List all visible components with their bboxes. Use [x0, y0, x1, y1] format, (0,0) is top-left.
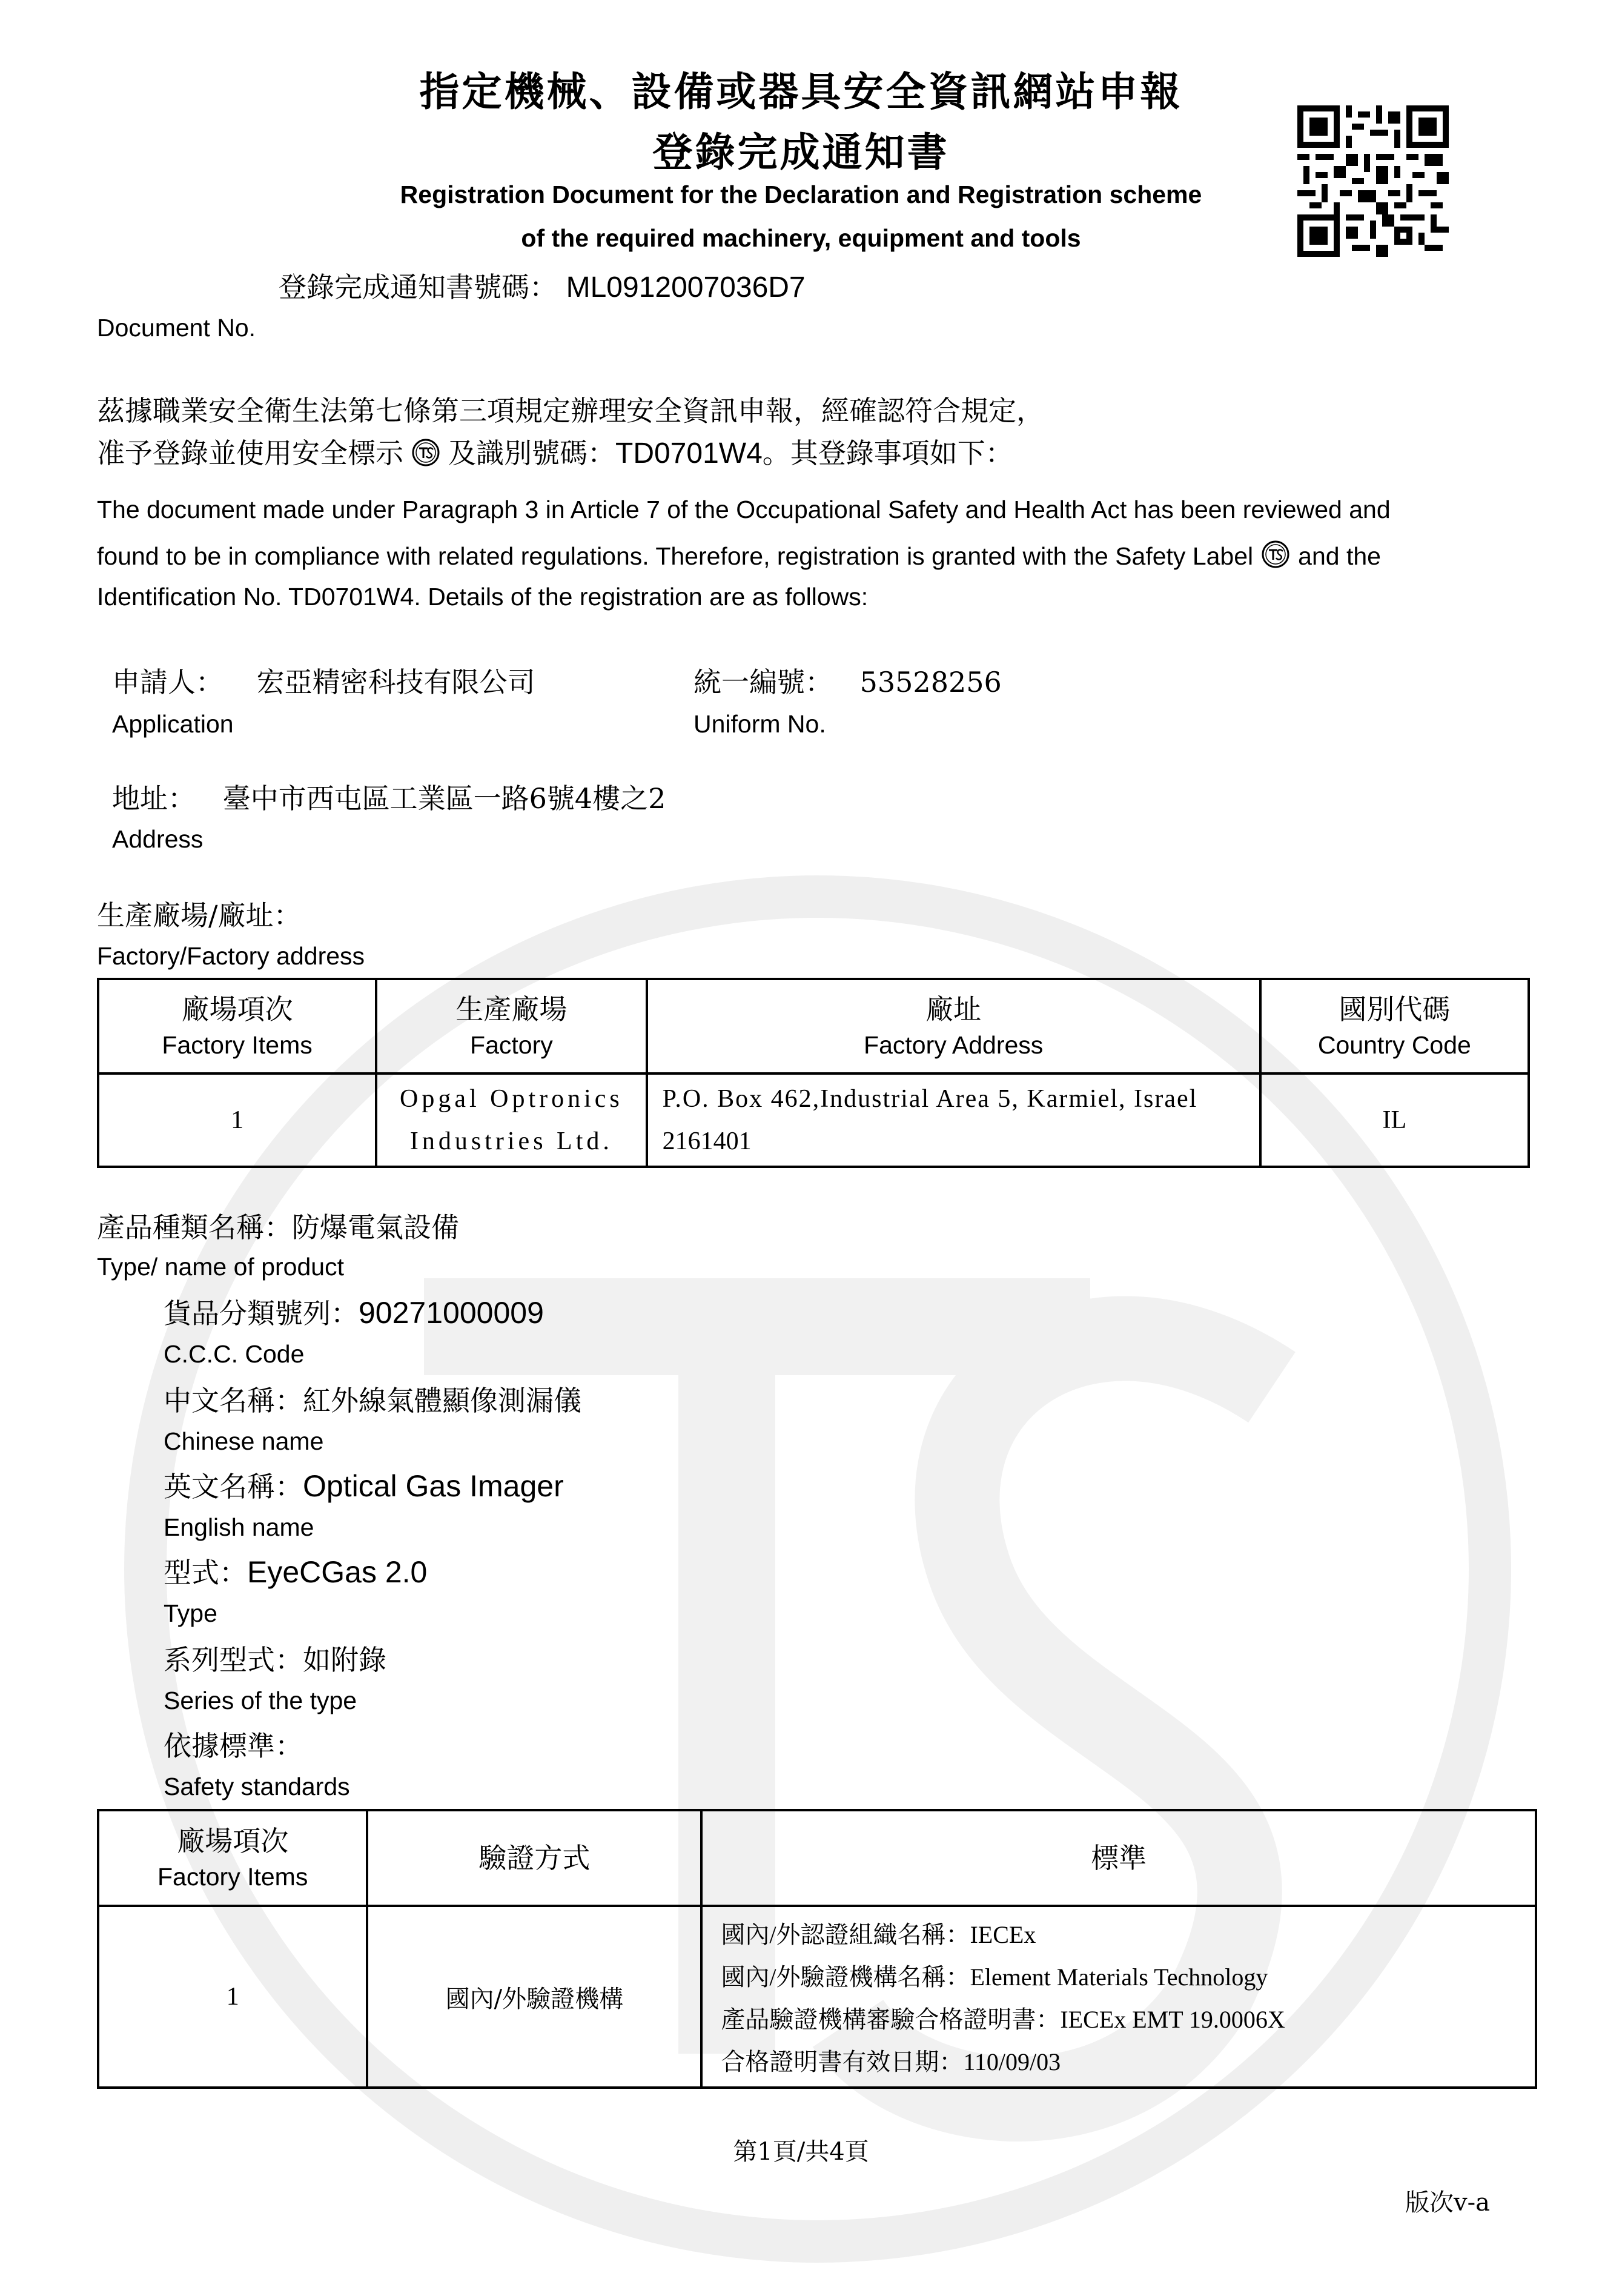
statement-zh-part-a: 准予登錄並使用安全標示 — [97, 437, 403, 469]
document-no-row — [279, 265, 806, 305]
ccc-label: 貨品分類號列： — [164, 1297, 359, 1330]
standards-header-item: 廠場項次 Factory Items — [98, 1810, 367, 1906]
table-row — [98, 1073, 1529, 1167]
uniform-no-label-en: Uniform No. — [693, 710, 826, 738]
factory-header-factory: 生產廠場 Factory — [376, 979, 646, 1073]
factory-name-line1: Opgal Optronics — [399, 1085, 623, 1113]
statement-en-line2 — [97, 539, 1381, 571]
series: 系列型式：如附錄 — [164, 1644, 386, 1676]
version-label: 版次v-a — [1405, 2189, 1490, 2217]
factory-table-header — [98, 979, 1529, 1073]
model-value: EyeCGas 2.0 — [247, 1555, 428, 1589]
applicant-label-en: Application — [112, 710, 234, 738]
english-name-label-en: English name — [164, 1513, 314, 1541]
factory-section-label-en: Factory/Factory address — [97, 942, 365, 970]
ccc-label-en: C.C.C. Code — [164, 1340, 305, 1368]
statement-en-line1: The document made under Paragraph 3 in Article 7 of the Occupational Safety and Health Act has been reviewed and — [97, 496, 1391, 523]
standards-detail-cell — [701, 1906, 1536, 2088]
factory-name-line2: Industries Ltd. — [409, 1127, 613, 1155]
applicant-label: 申請人： — [112, 666, 223, 698]
chinese-name-label-en: Chinese name — [164, 1427, 324, 1455]
factory-country-cell: IL — [1260, 1073, 1529, 1167]
factory-section-label: 生產廠場/廠址： — [97, 899, 302, 932]
english-name-label: 英文名稱： — [164, 1470, 303, 1503]
factory-address-cell — [647, 1073, 1260, 1167]
statement-en-part-b: and the — [1298, 542, 1381, 570]
uniform-no-label: 統一編號： — [693, 666, 833, 698]
product-type-en: Type/ name of product — [97, 1253, 344, 1281]
ccc-row — [164, 1292, 544, 1332]
statement-zh-line2 — [97, 431, 1013, 471]
factory-header-item: 廠場項次 Factory Items — [98, 979, 376, 1073]
statement-en-line3: Identification No. TD0701W4. Details of the registration are as follows: — [97, 583, 869, 611]
statement-zh-id: TD0701W4 — [615, 437, 763, 469]
address-value: 臺中市西屯區工業區一路6號4樓之2 — [222, 782, 666, 815]
uniform-no-row — [693, 660, 1002, 700]
standards-label-en: Safety standards — [164, 1773, 350, 1800]
model-label: 型式： — [164, 1556, 247, 1589]
chinese-name: 中文名稱：紅外線氣體顯像測漏儀 — [164, 1384, 581, 1417]
standards-line: 國內/外認證組織名稱：IECEx — [721, 1921, 1036, 1948]
document-no-label-en: Document No. — [97, 314, 256, 342]
standards-header-method: 驗證方式 — [367, 1810, 701, 1906]
title-en-line2: of the required machinery, equipment and tools — [521, 224, 1081, 252]
statement-en-part-a: found to be in compliance with related regulations. Therefore, registration is granted with the Safety Label — [97, 542, 1254, 570]
factory-header-country: 國別代碼 Country Code — [1260, 979, 1529, 1073]
document-no-label: 登錄完成通知書號碼： — [279, 271, 557, 304]
factory-header-address: 廠址 Factory Address — [647, 979, 1260, 1073]
ccc-value: 90271000009 — [359, 1296, 544, 1330]
statement-zh-part-b: 及識別號碼： — [448, 437, 615, 469]
factory-item-cell: 1 — [98, 1073, 376, 1167]
safety-label-icon-en — [1260, 539, 1291, 569]
standards-item-cell: 1 — [98, 1906, 367, 2088]
standards-table — [97, 1809, 1537, 2089]
title-zh-line1: 指定機械、設備或器具安全資訊網站申報 — [419, 68, 1183, 115]
statement-zh-part-c: 。其登錄事項如下： — [762, 437, 1013, 469]
standards-label: 依據標準： — [164, 1730, 303, 1762]
english-name-row — [164, 1465, 564, 1505]
title-zh-line2: 登錄完成通知書 — [652, 128, 950, 176]
factory-table — [97, 978, 1530, 1168]
statement-zh-line1: 茲據職業安全衛生法第七條第三項規定辦理安全資訊申報，經確認符合規定， — [97, 394, 1044, 427]
address-label-en: Address — [112, 825, 204, 853]
address-row — [112, 777, 666, 817]
factory-address-line1: P.O. Box 462,Industrial Area 5, Karmiel, Israel — [662, 1085, 1198, 1113]
standards-header-standard: 標準 — [701, 1810, 1536, 1906]
product-type: 產品種類名稱：防爆電氣設備 — [97, 1211, 459, 1244]
applicant-row — [112, 660, 535, 700]
standards-line: 國內/外驗證機構名稱：Element Materials Technology — [721, 1963, 1268, 1991]
page-number: 第1頁/共4頁 — [733, 2138, 869, 2166]
safety-label-icon — [411, 437, 441, 468]
english-name-value: Optical Gas Imager — [303, 1469, 564, 1503]
standards-method-cell: 國內/外驗證機構 — [367, 1906, 701, 2088]
model-label-en: Type — [164, 1599, 217, 1627]
factory-address-line2: 2161401 — [662, 1127, 752, 1155]
applicant-value: 宏亞精密科技有限公司 — [256, 666, 535, 698]
address-label: 地址： — [112, 782, 196, 815]
qr-code-icon — [1297, 105, 1449, 257]
model-row — [164, 1551, 427, 1591]
standards-line: 合格證明書有效日期：110/09/03 — [721, 2048, 1061, 2075]
series-label-en: Series of the type — [164, 1687, 357, 1714]
standards-line: 產品驗證機構審驗合格證明書：IECEx EMT 19.0006X — [721, 2006, 1285, 2033]
factory-name-cell — [376, 1073, 646, 1167]
table-row — [98, 1906, 1536, 2088]
document-no-value: ML0912007036D7 — [566, 271, 806, 304]
standards-table-header — [98, 1810, 1536, 1906]
uniform-no-value: 53528256 — [859, 666, 1002, 698]
title-en-line1: Registration Document for the Declaration and Registration scheme — [400, 181, 1202, 208]
